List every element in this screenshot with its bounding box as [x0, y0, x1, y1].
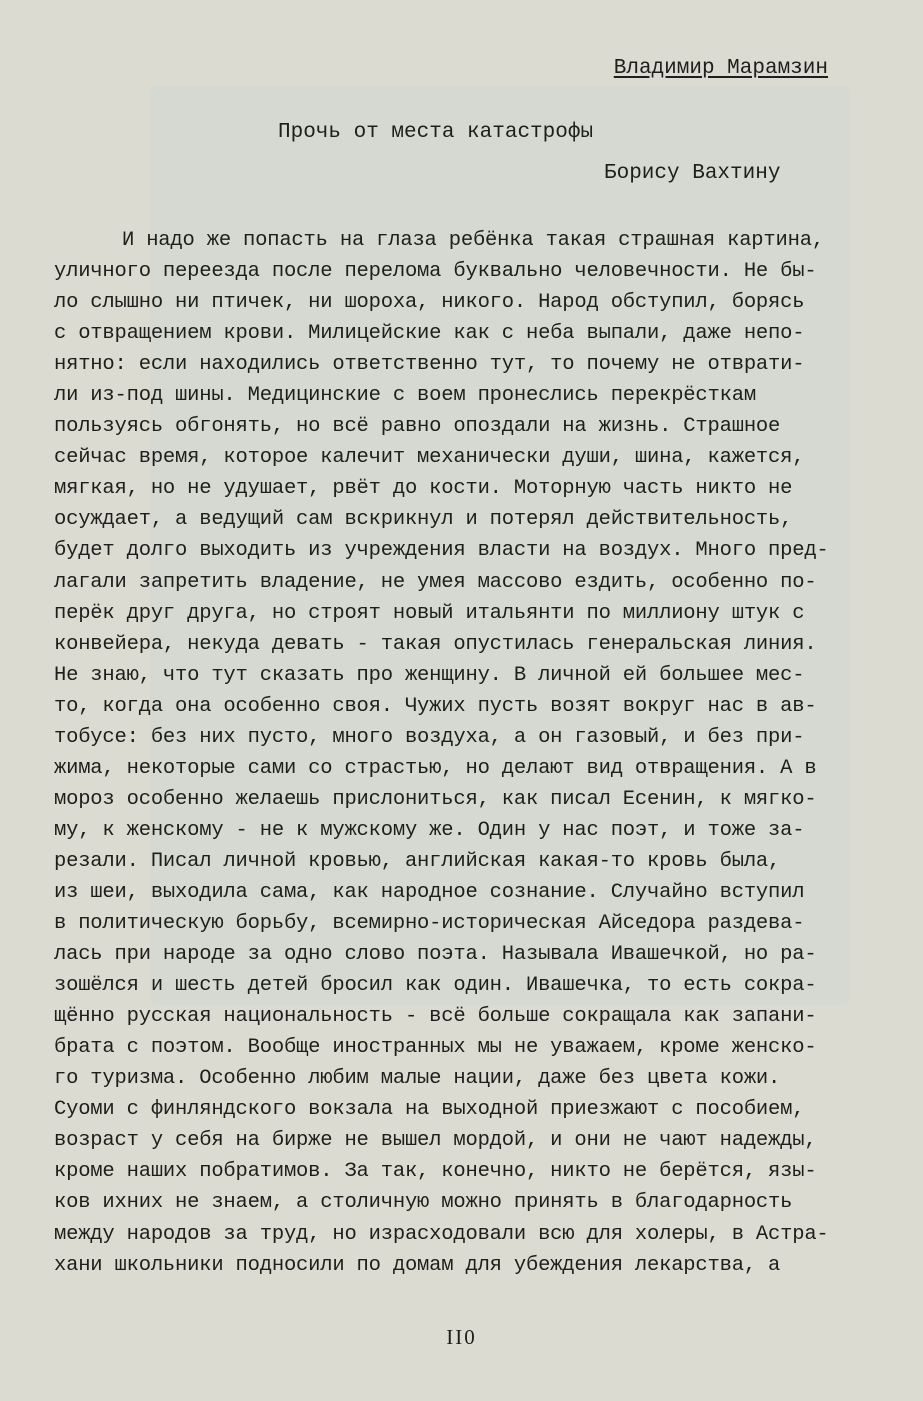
text-line: лагали запретить владение, не умея массово ездить, особенно по-	[54, 570, 817, 594]
text-line: то, когда она особенно своя. Чужих пусть возят вокруг нас в ав-	[54, 694, 817, 718]
text-line: с отвращением крови. Милицейские как с неба выпали, даже непо-	[54, 322, 805, 346]
text-line: резали. Писал личной кровью, английская какая-то кровь была,	[54, 849, 781, 873]
text-line: И надо же попасть на глаза ребёнка такая страшная картина,	[122, 229, 824, 252]
body-text	[54, 225, 894, 1281]
text-line: тобусе: без них пусто, много воздуха, а он газовый, и без при-	[54, 725, 805, 749]
text-line: нятно: если находились ответственно тут, то почему не отврати-	[54, 353, 805, 377]
text-line: мягкая, но не удушает, рвёт до кости. Моторную часть никто не	[54, 477, 793, 501]
text-line: пользуясь обгонять, но всё равно опоздали на жизнь. Страшное	[54, 415, 781, 439]
text-line: кроме наших побратимов. За так, конечно, никто не берётся, язы-	[54, 1160, 817, 1184]
text-line: между народов за труд, но израсходовали всю для холеры, в Астра-	[54, 1222, 829, 1246]
text-line: му, к женскому - не к мужскому же. Один у нас поэт, и тоже за-	[54, 818, 805, 842]
text-line: Суоми с финляндского вокзала на выходной приезжают с пособием,	[54, 1098, 805, 1122]
text-line: возраст у себя на бирже не вышел мордой, и они не чают надежды,	[54, 1129, 817, 1153]
text-line: будет долго выходить из учреждения власти на воздух. Много пред-	[54, 539, 829, 563]
text-line: хани школьники подносили по домам для убеждения лекарства, а	[54, 1253, 781, 1277]
text-line: сейчас время, которое калечит механически души, шина, кажется,	[54, 446, 805, 470]
text-line: ли из-под шины. Медицинские с воем пронеслись перекрёсткам	[54, 384, 756, 408]
text-line: конвейера, некуда девать - такая опустилась генеральская линия.	[54, 632, 817, 656]
dedication: Борису Вахтину	[604, 162, 781, 185]
text-line: осуждает, а ведущий сам вскрикнул и потерял действительность,	[54, 508, 793, 532]
text-line: мороз особенно желаешь прислониться, как писал Есенин, к мягко-	[54, 787, 817, 811]
text-line: уличного переезда после перелома буквально человечности. Не бы-	[54, 260, 817, 284]
text-line: лась при народе за одно слово поэта. Называла Ивашечкой, но ра-	[54, 943, 817, 967]
text-line: перёк друг друга, но строят новый итальянти по миллиону штук с	[54, 601, 805, 625]
text-line: ков ихних не знаем, а столичную можно принять в благодарность	[54, 1191, 793, 1215]
text-line: из шеи, выходила сама, как народное сознание. Случайно вступил	[54, 880, 805, 904]
text-line: брата с поэтом. Вообще иностранных мы не уважаем, кроме женско-	[54, 1036, 817, 1060]
text-line: в политическую борьбу, всемирно-историческая Айседора раздева-	[54, 912, 805, 936]
text-line: щённо русская национальность - всё больше сокращала как запани-	[54, 1005, 817, 1029]
text-line: го туризма. Особенно любим малые нации, даже без цвета кожи.	[54, 1067, 781, 1091]
page-number: II0	[446, 1325, 477, 1349]
text-line: жима, некоторые сами со страстью, но делают вид отвращения. А в	[54, 756, 817, 780]
text-line: ло слышно ни птичек, ни шороха, никого. Народ обступил, борясь	[54, 291, 805, 315]
text-line: зошёлся и шесть детей бросил как один. Ивашечка, то есть сокра-	[54, 974, 817, 998]
story-title: Прочь от места катастрофы	[278, 121, 594, 144]
text-line: Не знаю, что тут сказать про женщину. В личной ей большее мес-	[54, 663, 805, 687]
author-name: Владимир Марамзин	[613, 57, 828, 80]
